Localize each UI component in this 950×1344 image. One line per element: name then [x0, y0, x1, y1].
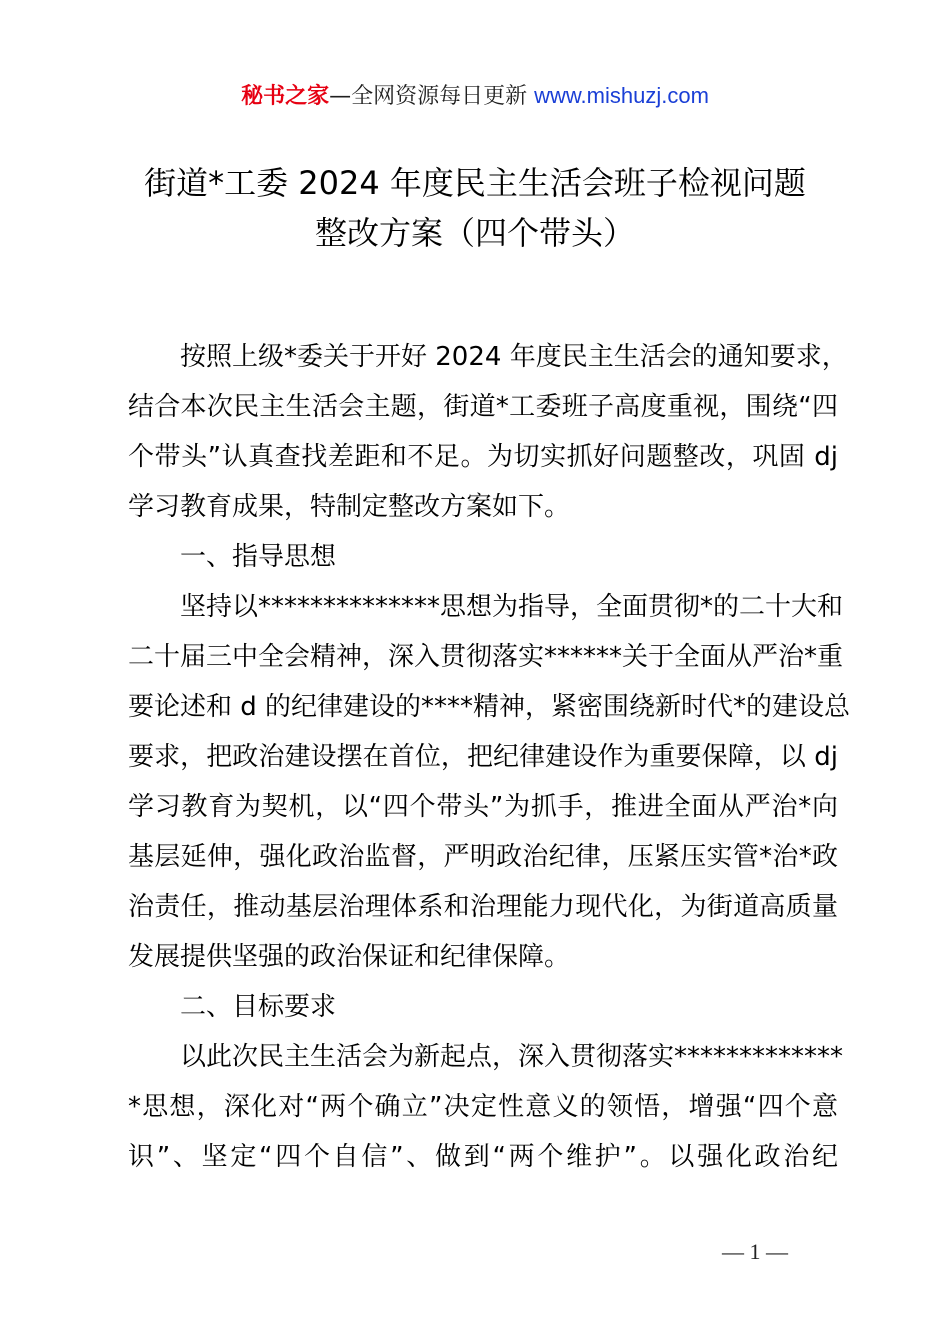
- guiding-paragraph-line: 二十届三中全会精神，深入贯彻落实******关于全面从严治*重: [128, 642, 844, 672]
- intro-paragraph-line: 结合本次民主生活会主题，街道*工委班子高度重视，围绕“四: [128, 392, 838, 422]
- intro-paragraph-line: 学习教育成果，特制定整改方案如下。: [128, 492, 571, 522]
- guiding-paragraph-line: 学习教育为契机，以“四个带头”为抓手，推进全面从严治*向: [128, 792, 838, 822]
- intro-paragraph-line: 个带头”认真查找差距和不足。为切实抓好问题整改，巩固 dj: [128, 442, 838, 472]
- document-body: [128, 332, 851, 1182]
- site-brand: 秘书之家: [241, 84, 330, 109]
- guiding-paragraph-line: 基层延伸，强化政治监督，严明政治纪律，压紧压实管*治*政: [128, 842, 838, 872]
- site-slogan: —全网资源每日更新: [329, 84, 535, 109]
- goals-paragraph-line: *思想，深化对“两个确立”决定性意义的领悟，增强“四个意: [128, 1092, 838, 1122]
- section-heading-guiding-ideology: 一、指导思想: [180, 542, 337, 572]
- site-header: [0, 80, 950, 113]
- document-title-line-2: 整改方案（四个带头）: [314, 214, 635, 252]
- goals-paragraph-line: 识”、坚定“四个自信”、做到“两个维护”。以强化政治纪: [128, 1142, 838, 1172]
- guiding-paragraph-line: 要论述和 d 的纪律建设的****精神，紧密围绕新时代*的建设总: [128, 692, 851, 722]
- guiding-paragraph-line: 发展提供坚强的政治保证和纪律保障。: [128, 942, 571, 972]
- intro-paragraph-line: 按照上级*委关于开好 2024 年度民主生活会的通知要求，: [180, 342, 848, 372]
- guiding-paragraph-line: 治责任，推动基层治理体系和治理能力现代化，为街道高质量: [128, 892, 838, 922]
- guiding-paragraph-line: 要求，把政治建设摆在首位，把纪律建设作为重要保障，以 dj: [128, 742, 838, 772]
- section-heading-goals: 二、目标要求: [180, 992, 337, 1022]
- page-number: — 1 —: [722, 1239, 788, 1264]
- goals-paragraph-line: 以此次民主生活会为新起点，深入贯彻落实*************: [180, 1042, 844, 1072]
- document-title-line-1: 街道*工委 2024 年度民主生活会班子检视问题: [144, 164, 806, 202]
- document-title: [75, 158, 875, 258]
- site-url-link[interactable]: www.mishuzj.com: [534, 83, 709, 108]
- guiding-paragraph-line: 坚持以**************思想为指导，全面贯彻*的二十大和: [180, 592, 844, 622]
